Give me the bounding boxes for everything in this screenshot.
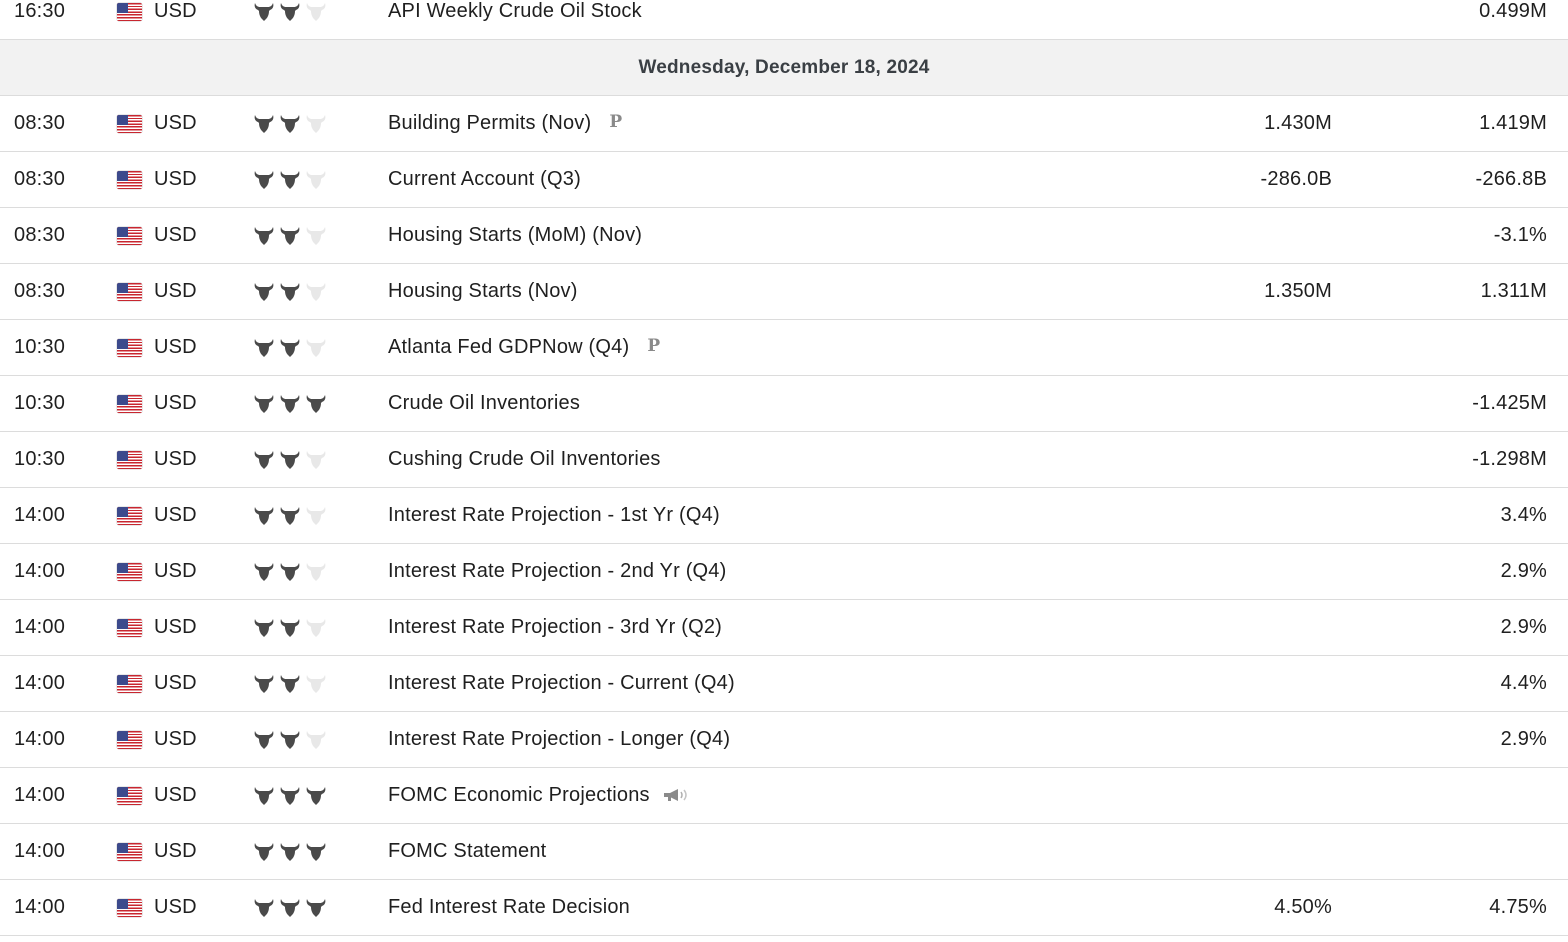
event-time: 14:00 bbox=[14, 560, 66, 582]
event-time: 08:30 bbox=[14, 224, 66, 246]
event-name-text: Crude Oil Inventories bbox=[388, 392, 581, 414]
event-name-text: API Weekly Crude Oil Stock bbox=[388, 0, 642, 22]
event-previous: -1.298M bbox=[1472, 448, 1547, 470]
event-time: 10:30 bbox=[14, 448, 66, 470]
event-name[interactable] bbox=[388, 264, 1168, 319]
date-header-row bbox=[0, 40, 1568, 96]
event-name-text: Fed Interest Rate Decision bbox=[388, 896, 630, 918]
bull-icon-inactive bbox=[304, 280, 328, 302]
bull-icon-inactive bbox=[304, 0, 328, 22]
us-flag-icon bbox=[117, 115, 142, 133]
event-previous: 3.4% bbox=[1500, 504, 1547, 526]
bull-icon-active bbox=[252, 0, 276, 22]
bull-icon-active bbox=[278, 336, 302, 358]
event-currency: USD bbox=[154, 168, 197, 190]
event-time: 10:30 bbox=[14, 336, 66, 358]
bull-icon-active bbox=[304, 784, 328, 806]
us-flag-icon bbox=[117, 451, 142, 469]
bull-icon-inactive bbox=[304, 728, 328, 750]
event-name[interactable] bbox=[388, 320, 1168, 375]
us-flag-icon bbox=[117, 395, 142, 413]
event-currency: USD bbox=[154, 280, 197, 302]
event-name-text: Housing Starts (Nov) bbox=[388, 280, 578, 302]
importance-rating bbox=[252, 448, 332, 470]
event-previous: 1.419M bbox=[1479, 112, 1547, 134]
event-previous: -3.1% bbox=[1493, 224, 1547, 246]
bull-icon-active bbox=[252, 504, 276, 526]
bull-icon-active bbox=[278, 616, 302, 638]
bull-icon-active bbox=[278, 448, 302, 470]
bull-icon-active bbox=[278, 672, 302, 694]
bull-icon-active bbox=[304, 896, 328, 918]
event-row[interactable] bbox=[0, 320, 1568, 376]
event-currency: USD bbox=[154, 392, 197, 414]
event-currency: USD bbox=[154, 448, 197, 470]
bull-icon-inactive bbox=[304, 504, 328, 526]
bull-icon-active bbox=[278, 560, 302, 582]
bull-icon-active bbox=[278, 224, 302, 246]
event-currency: USD bbox=[154, 112, 197, 134]
event-time: 14:00 bbox=[14, 840, 66, 862]
event-name-text: Interest Rate Projection - Longer (Q4) bbox=[388, 728, 731, 750]
event-row[interactable] bbox=[0, 0, 1568, 40]
importance-rating bbox=[252, 0, 332, 22]
event-row[interactable] bbox=[0, 208, 1568, 264]
importance-rating bbox=[252, 896, 332, 918]
bull-icon-active bbox=[278, 0, 302, 22]
us-flag-icon bbox=[117, 619, 142, 637]
us-flag-icon bbox=[117, 563, 142, 581]
bull-icon-active bbox=[252, 672, 276, 694]
event-previous: 4.4% bbox=[1500, 672, 1547, 694]
us-flag-icon bbox=[117, 507, 142, 525]
importance-rating bbox=[252, 112, 332, 134]
event-row[interactable] bbox=[0, 264, 1568, 320]
importance-rating bbox=[252, 672, 332, 694]
event-currency: USD bbox=[154, 224, 197, 246]
event-time: 08:30 bbox=[14, 280, 66, 302]
bull-icon-active bbox=[252, 448, 276, 470]
event-previous: -266.8B bbox=[1475, 168, 1547, 190]
event-previous: 2.9% bbox=[1500, 728, 1547, 750]
bull-icon-inactive bbox=[304, 224, 328, 246]
event-name-text: FOMC Statement bbox=[388, 840, 547, 862]
bull-icon-active bbox=[252, 784, 276, 806]
event-name-text: Atlanta Fed GDPNow (Q4) bbox=[388, 336, 630, 358]
importance-rating bbox=[252, 840, 332, 862]
importance-rating bbox=[252, 336, 332, 358]
importance-rating bbox=[252, 504, 332, 526]
event-name[interactable] bbox=[388, 880, 1168, 935]
event-time: 14:00 bbox=[14, 728, 66, 750]
event-row[interactable] bbox=[0, 96, 1568, 152]
event-currency: USD bbox=[154, 840, 197, 862]
us-flag-icon bbox=[117, 171, 142, 189]
bull-icon-active bbox=[304, 392, 328, 414]
us-flag-icon bbox=[117, 675, 142, 693]
event-row[interactable] bbox=[0, 824, 1568, 880]
bull-icon-active bbox=[304, 840, 328, 862]
bull-icon-active bbox=[252, 616, 276, 638]
us-flag-icon bbox=[117, 899, 142, 917]
bull-icon-inactive bbox=[304, 168, 328, 190]
bull-icon-active bbox=[278, 784, 302, 806]
us-flag-icon bbox=[117, 283, 142, 301]
event-name[interactable] bbox=[388, 376, 1168, 431]
event-name-text: Current Account (Q3) bbox=[388, 168, 581, 190]
bull-icon-inactive bbox=[304, 336, 328, 358]
event-forecast: 4.50% bbox=[1274, 896, 1332, 918]
event-name[interactable] bbox=[388, 544, 1168, 599]
event-previous: 0.499M bbox=[1479, 0, 1547, 22]
bull-icon-active bbox=[278, 112, 302, 134]
bull-icon-inactive bbox=[304, 448, 328, 470]
event-currency: USD bbox=[154, 672, 197, 694]
importance-rating bbox=[252, 280, 332, 302]
bull-icon-active bbox=[278, 840, 302, 862]
event-currency: USD bbox=[154, 560, 197, 582]
event-name-text: Building Permits (Nov) bbox=[388, 112, 592, 134]
event-forecast: -286.0B bbox=[1260, 168, 1332, 190]
event-name[interactable] bbox=[388, 488, 1168, 543]
bull-icon-active bbox=[278, 728, 302, 750]
event-currency: USD bbox=[154, 616, 197, 638]
event-currency: USD bbox=[154, 0, 197, 22]
event-row[interactable] bbox=[0, 656, 1568, 712]
event-name-text: Interest Rate Projection - 2nd Yr (Q4) bbox=[388, 560, 727, 582]
event-time: 14:00 bbox=[14, 504, 66, 526]
event-name[interactable] bbox=[388, 96, 1168, 151]
event-currency: USD bbox=[154, 784, 197, 806]
bull-icon-active bbox=[252, 896, 276, 918]
bull-icon-active bbox=[252, 336, 276, 358]
us-flag-icon bbox=[117, 339, 142, 357]
importance-rating bbox=[252, 560, 332, 582]
event-time: 14:00 bbox=[14, 672, 66, 694]
bull-icon-active bbox=[252, 112, 276, 134]
event-time: 14:00 bbox=[14, 896, 66, 918]
bull-icon-active bbox=[278, 168, 302, 190]
bull-icon-active bbox=[252, 168, 276, 190]
date-header-label: Wednesday, December 18, 2024 bbox=[638, 57, 930, 78]
event-name[interactable] bbox=[388, 824, 1168, 879]
bull-icon-active bbox=[252, 560, 276, 582]
event-previous: 2.9% bbox=[1500, 616, 1547, 638]
event-time: 08:30 bbox=[14, 112, 66, 134]
event-row[interactable] bbox=[0, 376, 1568, 432]
importance-rating bbox=[252, 616, 332, 638]
event-forecast: 1.430M bbox=[1264, 112, 1332, 134]
event-time: 10:30 bbox=[14, 392, 66, 414]
event-name-text: FOMC Economic Projections bbox=[388, 784, 650, 806]
event-row[interactable] bbox=[0, 488, 1568, 544]
us-flag-icon bbox=[117, 731, 142, 749]
importance-rating bbox=[252, 728, 332, 750]
bull-icon-active bbox=[252, 392, 276, 414]
event-name[interactable] bbox=[388, 152, 1168, 207]
bull-icon-inactive bbox=[304, 616, 328, 638]
us-flag-icon bbox=[117, 3, 142, 21]
bull-icon-active bbox=[278, 280, 302, 302]
event-row[interactable] bbox=[0, 432, 1568, 488]
event-time: 14:00 bbox=[14, 616, 66, 638]
speaker-icon[interactable] bbox=[662, 787, 692, 803]
event-row[interactable] bbox=[0, 600, 1568, 656]
bull-icon-active bbox=[278, 504, 302, 526]
importance-rating bbox=[252, 784, 332, 806]
us-flag-icon bbox=[117, 787, 142, 805]
event-time: 14:00 bbox=[14, 784, 66, 806]
bull-icon-active bbox=[252, 280, 276, 302]
bull-icon-inactive bbox=[304, 112, 328, 134]
event-name[interactable] bbox=[388, 0, 1168, 39]
bull-icon-active bbox=[252, 224, 276, 246]
event-name-text: Cushing Crude Oil Inventories bbox=[388, 448, 661, 470]
event-name-text: Interest Rate Projection - Current (Q4) bbox=[388, 672, 735, 694]
event-time: 16:30 bbox=[14, 0, 66, 22]
bull-icon-active bbox=[252, 728, 276, 750]
event-row[interactable] bbox=[0, 768, 1568, 824]
preliminary-badge: P bbox=[609, 112, 623, 133]
event-row[interactable] bbox=[0, 880, 1568, 936]
us-flag-icon bbox=[117, 843, 142, 861]
event-currency: USD bbox=[154, 728, 197, 750]
event-name[interactable] bbox=[388, 656, 1168, 711]
event-currency: USD bbox=[154, 336, 197, 358]
event-name[interactable] bbox=[388, 432, 1168, 487]
us-flag-icon bbox=[117, 227, 142, 245]
event-row[interactable] bbox=[0, 152, 1568, 208]
event-name-text: Interest Rate Projection - 1st Yr (Q4) bbox=[388, 504, 720, 526]
event-name-text: Interest Rate Projection - 3rd Yr (Q2) bbox=[388, 616, 723, 638]
event-name[interactable] bbox=[388, 712, 1168, 767]
event-currency: USD bbox=[154, 504, 197, 526]
event-previous: 4.75% bbox=[1489, 896, 1547, 918]
bull-icon-inactive bbox=[304, 560, 328, 582]
bull-icon-inactive bbox=[304, 672, 328, 694]
importance-rating bbox=[252, 224, 332, 246]
event-name[interactable] bbox=[388, 208, 1168, 263]
importance-rating bbox=[252, 168, 332, 190]
bull-icon-active bbox=[252, 840, 276, 862]
bull-icon-active bbox=[278, 392, 302, 414]
event-row[interactable] bbox=[0, 712, 1568, 768]
event-name[interactable] bbox=[388, 768, 1168, 823]
event-previous: 1.311M bbox=[1480, 280, 1547, 302]
importance-rating bbox=[252, 392, 332, 414]
event-name-text: Housing Starts (MoM) (Nov) bbox=[388, 224, 643, 246]
bull-icon-active bbox=[278, 896, 302, 918]
event-previous: 2.9% bbox=[1500, 560, 1547, 582]
event-time: 08:30 bbox=[14, 168, 66, 190]
event-row[interactable] bbox=[0, 544, 1568, 600]
event-currency: USD bbox=[154, 896, 197, 918]
event-forecast: 1.350M bbox=[1264, 280, 1332, 302]
preliminary-badge: P bbox=[647, 336, 661, 357]
event-name[interactable] bbox=[388, 600, 1168, 655]
event-previous: -1.425M bbox=[1472, 392, 1547, 414]
